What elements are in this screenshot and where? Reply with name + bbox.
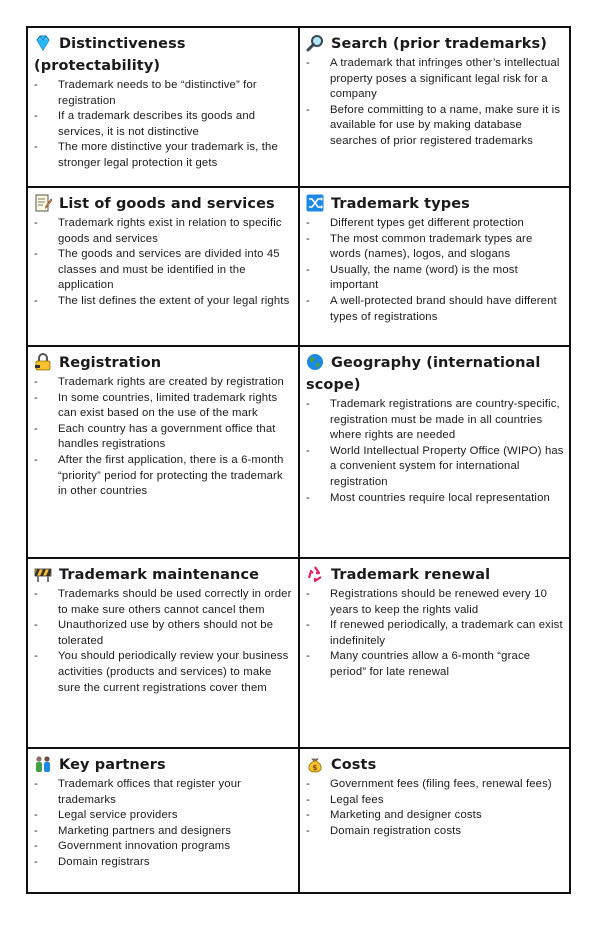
magnifier-icon xyxy=(306,34,325,50)
bullet-list xyxy=(306,777,565,839)
list-item: - The more distinctive your trademark is, the stronger legal protection it gets xyxy=(34,140,292,171)
recycle-icon xyxy=(306,565,325,581)
card-title: Key partners xyxy=(34,754,292,776)
bullet-list xyxy=(306,56,565,150)
list-item: - Trademark needs to be “distinctive” for registration xyxy=(34,78,292,109)
list-item: - After the first application, there is a 6-month “priority” period for protecting the trademark in other countries xyxy=(34,453,292,500)
list-item: - Each country has a government office that handles registrations xyxy=(34,422,292,453)
list-item: - Most countries require local representation xyxy=(306,491,565,507)
list-item: - The most common trademark types are words (names), logos, and slogans xyxy=(306,232,565,263)
list-item: - World Intellectual Property Office (WIPO) has a convenient system for international registration xyxy=(306,444,565,491)
memo-icon xyxy=(34,194,53,210)
list-item: - Before committing to a name, make sure it is available for use by making database searches of prior registered trademarks xyxy=(306,103,565,150)
card-key-partners xyxy=(28,749,300,892)
bullet-list xyxy=(306,397,565,506)
list-item: - In some countries, limited trademark rights can exist based on the use of the mark xyxy=(34,391,292,422)
list-item: - Government innovation programs xyxy=(34,839,292,855)
card-renewal xyxy=(300,559,571,749)
list-item: - You should periodically review your business activities (products and services) to make sure the current registrations cover them xyxy=(34,649,292,696)
card-title: Geography (international scope) xyxy=(306,355,541,393)
construction-icon xyxy=(34,565,53,581)
card-registration xyxy=(28,347,300,559)
bullet-list xyxy=(34,375,292,500)
card-distinctiveness xyxy=(28,28,300,188)
card-title: Trademark maintenance xyxy=(34,564,292,586)
list-item: - Marketing and designer costs xyxy=(306,808,565,824)
card-title: Trademark renewal xyxy=(306,564,565,586)
list-item: - If renewed periodically, a trademark can exist indefinitely xyxy=(306,618,565,649)
card-goods-services xyxy=(28,188,300,347)
card-title: Search (prior trademarks) xyxy=(306,33,565,55)
card-title: Trademark types xyxy=(306,193,565,215)
card-geography xyxy=(300,347,571,559)
card-title: List of goods and services xyxy=(34,193,292,215)
gem-icon xyxy=(34,34,53,50)
card-trademark-types xyxy=(300,188,571,347)
globe-icon xyxy=(306,353,325,369)
list-item: - Marketing partners and designers xyxy=(34,824,292,840)
svg-text:$: $ xyxy=(312,764,318,772)
list-item: - Legal fees xyxy=(306,793,565,809)
list-item: - Different types get different protection xyxy=(306,216,565,232)
shuffle-icon xyxy=(306,194,325,210)
card-costs xyxy=(300,749,571,892)
list-item: - Trademark offices that register your trademarks xyxy=(34,777,292,808)
lock-icon xyxy=(34,353,53,369)
list-item: - Trademark rights exist in relation to specific goods and services xyxy=(34,216,292,247)
card-title: Registration xyxy=(34,352,292,374)
bullet-list xyxy=(34,216,292,310)
list-item: - Registrations should be renewed every 10 years to keep the rights valid xyxy=(306,587,565,618)
list-item: - Trademark rights are created by registration xyxy=(34,375,292,391)
bullet-list xyxy=(306,216,565,325)
card-maintenance xyxy=(28,559,300,749)
list-item: - Domain registrars xyxy=(34,855,292,871)
list-item: - If a trademark describes its goods and services, it is not distinctive xyxy=(34,109,292,140)
list-item: - The list defines the extent of your legal rights xyxy=(34,294,292,310)
trademark-canvas xyxy=(26,26,571,894)
money-bag-icon xyxy=(306,755,325,771)
list-item: - Government fees (filing fees, renewal fees) xyxy=(306,777,565,793)
card-title: Distinctiveness (protectability) xyxy=(34,36,186,74)
list-item: - Trademarks should be used correctly in order to make sure others cannot cancel them xyxy=(34,587,292,618)
list-item: - Unauthorized use by others should not be tolerated xyxy=(34,618,292,649)
list-item: - A well-protected brand should have different types of registrations xyxy=(306,294,565,325)
bullet-list xyxy=(34,587,292,696)
bullet-list xyxy=(34,777,292,871)
list-item: - A trademark that infringes other’s intellectual property poses a significant legal risk for a company xyxy=(306,56,565,103)
people-icon xyxy=(34,755,53,771)
bullet-list xyxy=(306,587,565,681)
list-item: - The goods and services are divided into 45 classes and must be identified in the application xyxy=(34,247,292,294)
list-item: - Many countries allow a 6-month “grace period” for late renewal xyxy=(306,649,565,680)
bullet-list xyxy=(34,78,292,172)
card-title: $ Costs xyxy=(306,754,565,776)
list-item: - Usually, the name (word) is the most important xyxy=(306,263,565,294)
list-item: - Legal service providers xyxy=(34,808,292,824)
card-search xyxy=(300,28,571,188)
list-item: - Domain registration costs xyxy=(306,824,565,840)
list-item: - Trademark registrations are country-specific, registration must be made in all countries where rights are needed xyxy=(306,397,565,444)
